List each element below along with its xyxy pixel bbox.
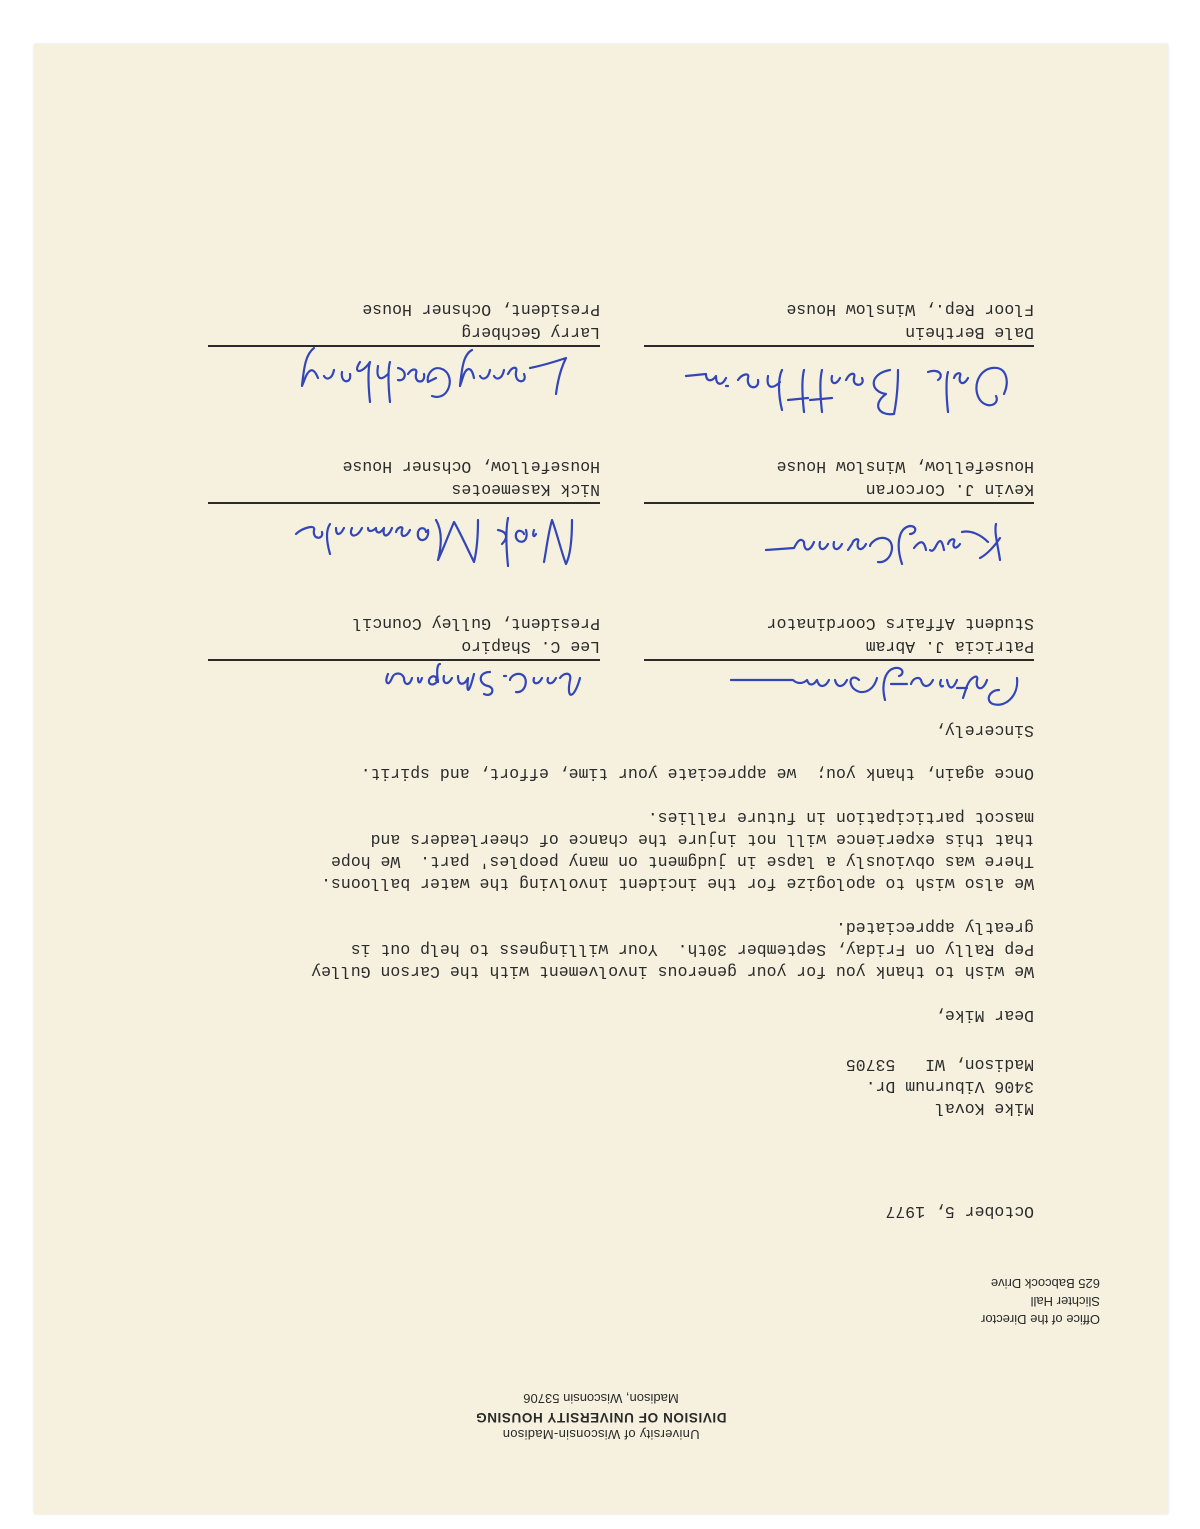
letterhead-city: Madison, Wisconsin 53706 [523,1391,679,1406]
letter-sheet [34,44,1168,1514]
signer-name-berthein: Dale Berthein [905,323,1034,342]
paragraph-line: We wish to thank you for your generous involvement with the Carson Gulley [311,962,1034,981]
signer-title-abram: Student Affairs Coordinator [766,614,1034,633]
paragraph-line: mascot participation in future rallies. [647,808,1034,827]
signer-name-shapiro: Lee C. Shapiro [461,637,600,656]
closing: Sincerely, [934,721,1034,740]
paragraph-3 [361,762,1034,784]
office-line-2: Slichter Hall [1030,1294,1100,1309]
signature-line-shapiro [208,659,600,661]
signature-line-kasemeotes [208,502,600,504]
signer-title-kasemeotes: Housefellow, Ochsner House [342,457,600,476]
paragraph-2 [321,806,1034,894]
signer-title-berthein: Floor Rep., Winslow House [786,300,1034,319]
signer-name-gechberg: Larry Gechberg [461,323,600,342]
paragraph-line: Pep Rally on Friday, September 30th. Your willingness to help out is [350,940,1034,959]
signature-line-gechberg [208,345,600,347]
recipient-name: Mike Koval [934,1099,1034,1118]
recipient-street: 3406 Viburnum Dr. [865,1077,1034,1096]
office-line-3: 625 Babcock Drive [990,1276,1100,1291]
signature-line-corcoran [644,502,1034,504]
letter-paper [34,44,1168,1514]
signer-title-corcoran: Housefellow, Winslow House [776,457,1034,476]
signature-line-abram [644,659,1034,661]
paragraph-line: that this experience will not injure the chance of cheerleaders and [370,830,1034,849]
letterhead-division: DIVISION OF UNIVERSITY HOUSING [475,1410,727,1425]
letter-date: October 5, 1977 [885,1202,1034,1221]
paragraph-1 [311,916,1034,982]
salutation: Dear Mike, [934,1006,1034,1025]
recipient-city: Madison, WI 53705 [845,1055,1034,1074]
letterhead-university: University of Wisconsin-Madison [502,1427,700,1442]
signer-title-gechberg: President, Ochsner House [362,300,600,319]
paragraph-line: There was obviously a lapse in judgment on many peoples' part. We hope [330,852,1034,871]
signer-name-kasemeotes: Nick Kasemeotes [451,480,600,499]
office-line-1: Office of the Director [981,1312,1100,1327]
paragraph-line: greatly appreciated. [835,918,1034,937]
signer-name-corcoran: Kevin J. Corcoran [865,480,1034,499]
letterhead [34,1391,1168,1442]
paragraph-line: Once again, thank you; we appreciate your time, effort, and spirit. [360,764,1034,783]
office-block [981,1274,1100,1328]
paragraph-line: We also wish to apologize for the incident involving the water balloons. [321,874,1034,893]
signature-line-berthein [644,345,1034,347]
signer-title-shapiro: President, Gulley Council [352,614,600,633]
signer-name-abram: Patricia J. Abram [865,637,1034,656]
recipient-address [846,1053,1034,1119]
